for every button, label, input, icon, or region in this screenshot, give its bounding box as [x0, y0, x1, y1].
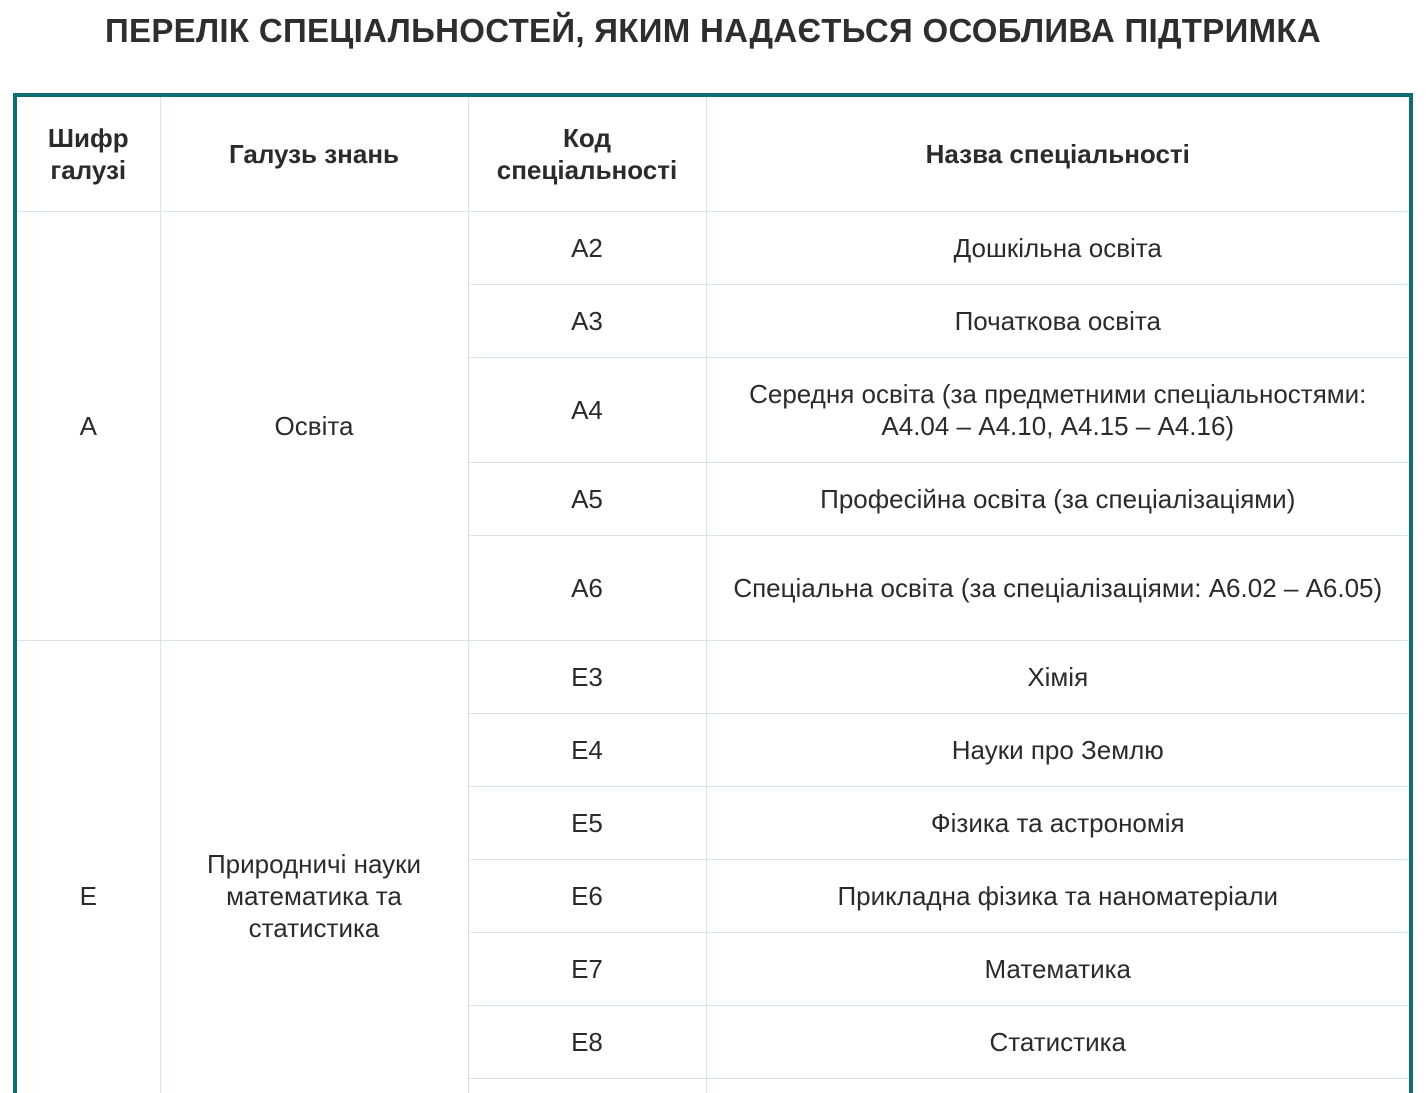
table-row	[17, 212, 1409, 285]
header-code: Код спеціальності	[468, 97, 706, 212]
specialty-code: A3	[468, 285, 706, 358]
specialty-name-continued	[706, 1079, 1409, 1093]
specialty-code: A4	[468, 358, 706, 463]
table-header-row	[17, 97, 1409, 212]
specialty-name: Спеціальна освіта (за спеціалізаціями: А6.02 – А6.05)	[706, 536, 1409, 641]
specialty-code: A6	[468, 536, 706, 641]
header-field: Галузь знань	[160, 97, 468, 212]
specialty-code: E6	[468, 860, 706, 933]
specialty-name: Математика	[706, 933, 1409, 1006]
specialties-table	[13, 93, 1413, 1093]
specialty-name: Прикладна фізика та наноматеріали	[706, 860, 1409, 933]
specialty-code: A5	[468, 463, 706, 536]
field-cipher: A	[17, 212, 160, 641]
header-cipher: Шифр галузі	[17, 97, 160, 212]
specialty-name: Фізика та астрономія	[706, 787, 1409, 860]
specialty-name: Хімія	[706, 641, 1409, 714]
specialty-code: E8	[468, 1006, 706, 1079]
field-name: Освіта	[160, 212, 468, 641]
specialty-code: A2	[468, 212, 706, 285]
specialty-code: E5	[468, 787, 706, 860]
specialty-name: Науки про Землю	[706, 714, 1409, 787]
specialty-code: E4	[468, 714, 706, 787]
field-cipher: E	[17, 641, 160, 1093]
specialty-name: Статистика	[706, 1006, 1409, 1079]
specialty-name: Початкова освіта	[706, 285, 1409, 358]
page-title: ПЕРЕЛІК СПЕЦІАЛЬНОСТЕЙ, ЯКИМ НАДАЄТЬСЯ ОСОБЛИВА ПІДТРИМКА	[0, 12, 1426, 50]
specialty-name: Середня освіта (за предметними спеціальностями: А4.04 – А4.10, А4.15 – А4.16)	[706, 358, 1409, 463]
specialty-name: Дошкільна освіта	[706, 212, 1409, 285]
table-row	[17, 641, 1409, 714]
specialty-code: E7	[468, 933, 706, 1006]
field-name: Природничі науки математика та статистика	[160, 641, 468, 1093]
specialty-name: Професійна освіта (за спеціалізаціями)	[706, 463, 1409, 536]
specialty-code: E3	[468, 641, 706, 714]
header-name: Назва спеціальності	[706, 97, 1409, 212]
specialty-code-continued	[468, 1079, 706, 1093]
